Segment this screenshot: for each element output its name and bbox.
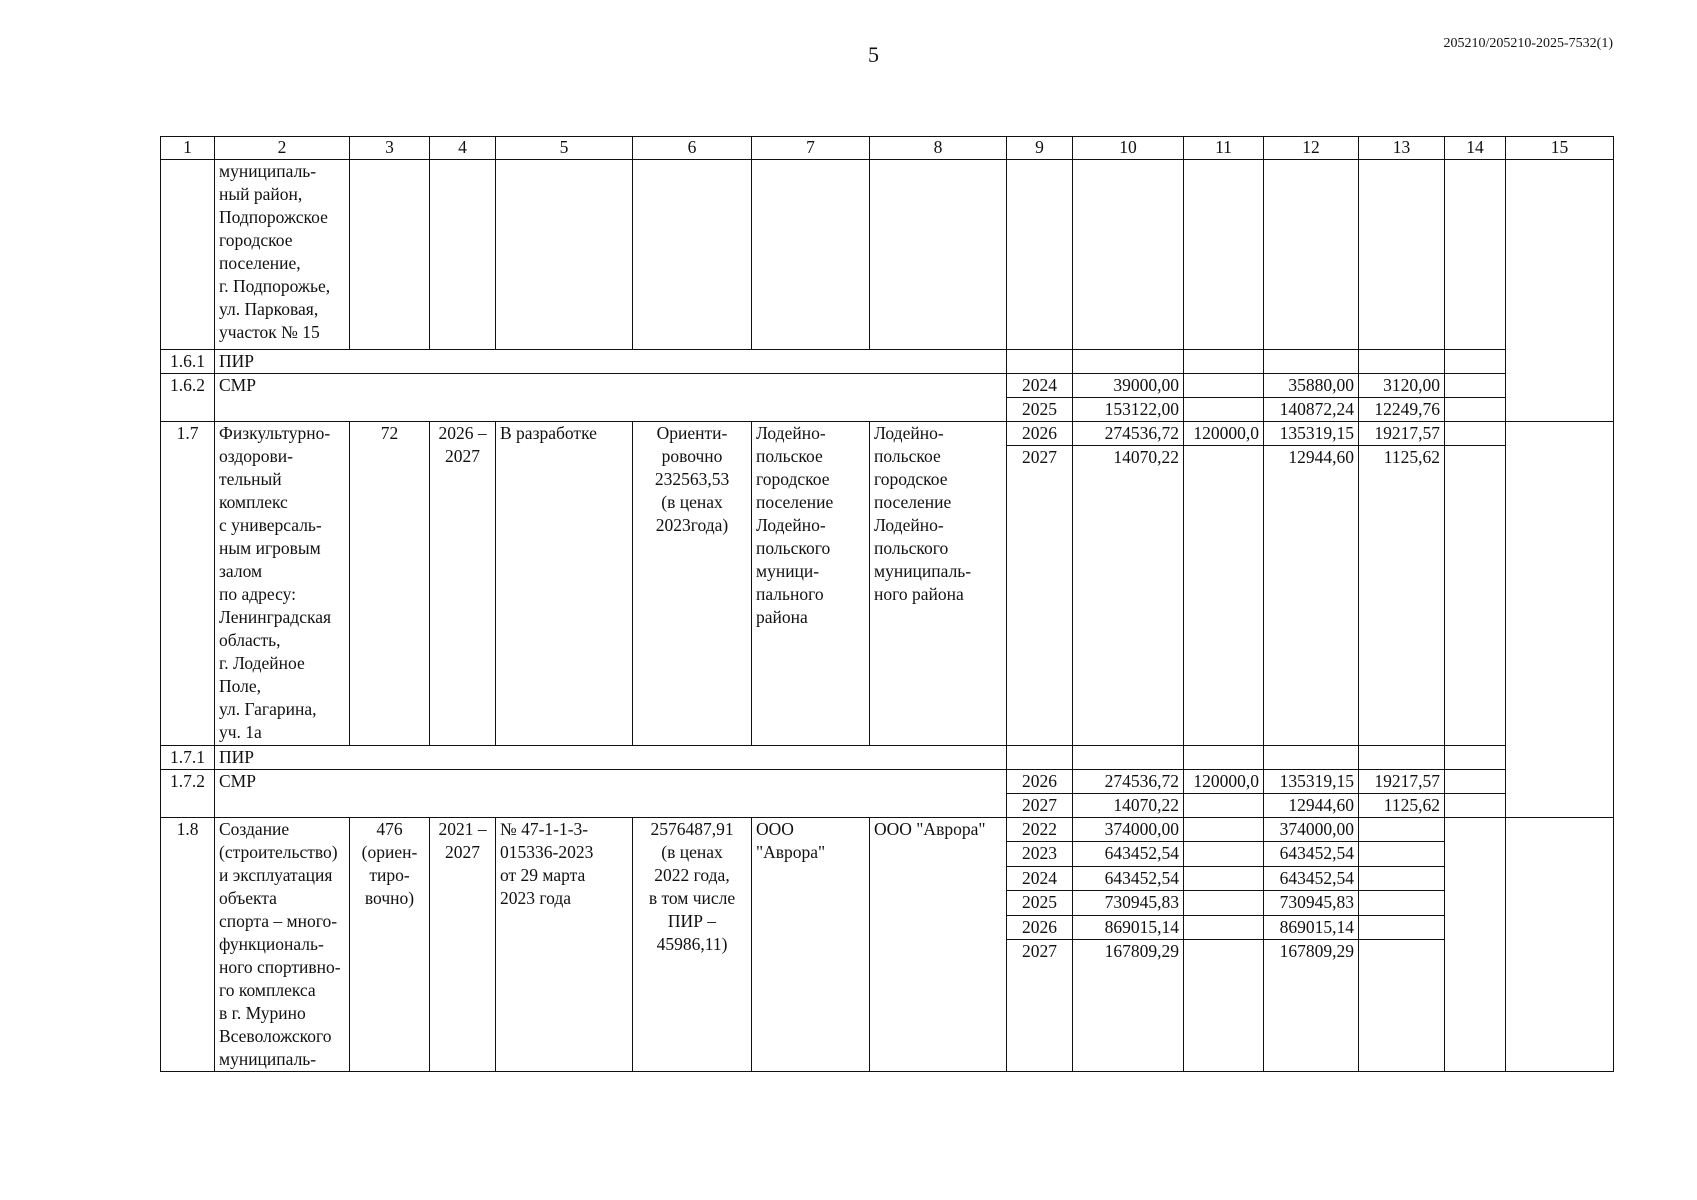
table-row xyxy=(161,770,1614,794)
total-cell: 869015,14 xyxy=(1073,915,1184,939)
header-cell: 3 xyxy=(350,137,430,160)
header-cell: 5 xyxy=(496,137,633,160)
federal-cell xyxy=(1184,374,1264,398)
customer: Лодейно- польское городское поселение Лодейно- польского муниципаль- ного района xyxy=(870,422,1007,746)
table-row xyxy=(161,818,1614,842)
regional-cell: 135319,15 xyxy=(1264,422,1359,446)
total-cell: 153122,00 xyxy=(1073,398,1184,422)
regional-cell: 869015,14 xyxy=(1264,915,1359,939)
regional-cell: 643452,54 xyxy=(1264,842,1359,866)
local-cell: 12249,76 xyxy=(1359,398,1445,422)
header-cell: 11 xyxy=(1184,137,1264,160)
object-name: Физкультурно- оздорови- тельный комплекс с универсаль- ным игровым залом по адресу: Ленинградская область, г. Лодейное Поле, ул. Гагарина, уч. 1а xyxy=(215,422,350,746)
header-cell: 6 xyxy=(633,137,752,160)
header-cell: 8 xyxy=(870,137,1007,160)
local-cell: 3120,00 xyxy=(1359,374,1445,398)
row-number: 1.7.1 xyxy=(161,746,215,770)
header-cell: 12 xyxy=(1264,137,1359,160)
table-row xyxy=(161,746,1614,770)
estimated-cost: Ориенти- ровочно 232563,53 (в ценах 2023года) xyxy=(633,422,752,746)
header-cell: 10 xyxy=(1073,137,1184,160)
row-number: 1.7 xyxy=(161,422,215,746)
table-row xyxy=(161,160,1614,350)
year-cell: 2025 xyxy=(1007,891,1073,915)
total-cell: 274536,72 xyxy=(1073,422,1184,446)
header-cell: 4 xyxy=(430,137,496,160)
year-cell: 2025 xyxy=(1007,398,1073,422)
total-cell: 643452,54 xyxy=(1073,866,1184,890)
total-cell: 643452,54 xyxy=(1073,842,1184,866)
header-cell: 1 xyxy=(161,137,215,160)
year-cell: 2027 xyxy=(1007,446,1073,746)
row-number: 1.7.2 xyxy=(161,770,215,794)
stage-label: СМР xyxy=(215,374,1007,398)
header-cell: 15 xyxy=(1506,137,1614,160)
regional-cell: 167809,29 xyxy=(1264,940,1359,1072)
regional-cell: 374000,00 xyxy=(1264,818,1359,842)
federal-cell: 120000,0 xyxy=(1184,422,1264,446)
total-cell: 14070,22 xyxy=(1073,446,1184,746)
header-cell: 2 xyxy=(215,137,350,160)
table-row xyxy=(161,398,1614,422)
estimated-cost: 2576487,91 (в ценах 2022 года, в том числе ПИР – 45986,11) xyxy=(633,818,752,1072)
year-cell: 2024 xyxy=(1007,866,1073,890)
capacity: 476 (ориен- тиро- вочно) xyxy=(350,818,430,1072)
federal-cell xyxy=(1184,446,1264,746)
year-cell: 2026 xyxy=(1007,915,1073,939)
object-name: Создание (строительство) и эксплуатация объекта спорта – много- функциональ- ного спортивно- го комплекса в г. Мурино Всеволожского муниципаль- xyxy=(215,818,350,1072)
table-row xyxy=(161,794,1614,818)
local-cell: 1125,62 xyxy=(1359,446,1445,746)
capacity: 72 xyxy=(350,422,430,746)
year-cell: 2024 xyxy=(1007,374,1073,398)
regional-cell: 12944,60 xyxy=(1264,794,1359,818)
regional-cell: 643452,54 xyxy=(1264,866,1359,890)
total-cell: 39000,00 xyxy=(1073,374,1184,398)
header-cell: 7 xyxy=(752,137,870,160)
table-row xyxy=(161,350,1614,374)
header-cell: 14 xyxy=(1445,137,1506,160)
local-cell: 1125,62 xyxy=(1359,794,1445,818)
total-cell: 274536,72 xyxy=(1073,770,1184,794)
federal-cell xyxy=(1184,794,1264,818)
total-cell: 14070,22 xyxy=(1073,794,1184,818)
table-row xyxy=(161,422,1614,446)
stage-label: ПИР xyxy=(215,350,1007,374)
object-name-continued: муниципаль- ный район, Подпорожское городское поселение, г. Подпорожье, ул. Парковая, участок № 15 xyxy=(215,160,350,350)
local-cell: 19217,57 xyxy=(1359,770,1445,794)
project-docs: № 47-1-1-3- 015336-2023 от 29 марта 2023 года xyxy=(496,818,633,1072)
regional-cell: 140872,24 xyxy=(1264,398,1359,422)
table-row xyxy=(161,374,1614,398)
period: 2026 – 2027 xyxy=(430,422,496,746)
year-cell: 2026 xyxy=(1007,422,1073,446)
stage-label: ПИР xyxy=(215,746,1007,770)
total-cell: 167809,29 xyxy=(1073,940,1184,1072)
regional-cell: 12944,60 xyxy=(1264,446,1359,746)
customer: ООО "Аврора" xyxy=(870,818,1007,1072)
regional-cell: 35880,00 xyxy=(1264,374,1359,398)
year-cell: 2023 xyxy=(1007,842,1073,866)
row-number: 1.8 xyxy=(161,818,215,1072)
stage-label: СМР xyxy=(215,770,1007,794)
total-cell: 374000,00 xyxy=(1073,818,1184,842)
header-cell: 13 xyxy=(1359,137,1445,160)
year-cell: 2027 xyxy=(1007,794,1073,818)
regional-cell: 135319,15 xyxy=(1264,770,1359,794)
federal-cell: 120000,0 xyxy=(1184,770,1264,794)
period: 2021 – 2027 xyxy=(430,818,496,1072)
owner: ООО "Аврора" xyxy=(752,818,870,1072)
header-cell: 9 xyxy=(1007,137,1073,160)
local-cell: 19217,57 xyxy=(1359,422,1445,446)
regional-cell: 730945,83 xyxy=(1264,891,1359,915)
year-cell: 2026 xyxy=(1007,770,1073,794)
table-header-row xyxy=(161,137,1614,160)
row-number: 1.6.1 xyxy=(161,350,215,374)
owner: Лодейно- польское городское поселение Лодейно- польского муници- пального района xyxy=(752,422,870,746)
investment-table xyxy=(160,136,1614,1072)
year-cell: 2022 xyxy=(1007,818,1073,842)
federal-cell xyxy=(1184,398,1264,422)
row-number: 1.6.2 xyxy=(161,374,215,398)
document-id: 205210/205210-2025-7532(1) xyxy=(1443,36,1613,51)
project-docs: В разработке xyxy=(496,422,633,746)
total-cell: 730945,83 xyxy=(1073,891,1184,915)
year-cell: 2027 xyxy=(1007,940,1073,1072)
page-number: 5 xyxy=(868,42,879,67)
